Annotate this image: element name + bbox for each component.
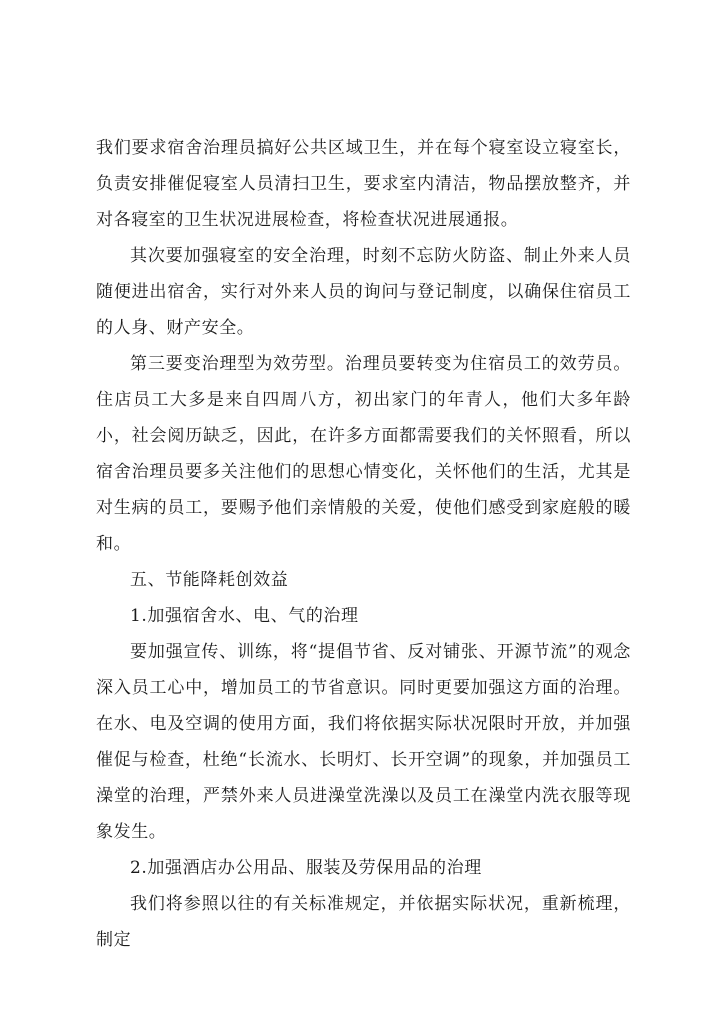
paragraph-utilities-management: 要加强宣传、训练，将“提倡节省、反对铺张、开源节流”的观念深入员工心中，增加员工的节省意识。同时更要加强这方面的治理。在水、电及空调的使用方面，我们将依据实际状况限时开放，并加强催促与检查，杜绝“长流水、长明灯、长开空调”的现象，并加强员工澡堂的治理，严禁外来人员进澡堂洗澡以及员工在澡堂内洗衣服等现象发生。 — [96, 642, 631, 842]
paragraph-dorm-safety: 其次要加强寝室的安全治理，时刻不忘防火防盗、制止外来人员随便进出宿舍，实行对外来人员的询问与登记制度，以确保住宿员工的人身、财产安全。 — [96, 246, 631, 338]
document-body — [96, 130, 631, 958]
paragraph-service-oriented: 第三要变治理型为效劳型。治理员要转变为住宿员工的效劳员。住店员工大多是来自四周八方，初出家门的年青人，他们大多年龄小，社会阅历缺乏，因此，在许多方面都需要我们的关怀照看，所以宿舍治理员要多关注他们的思想心情变化，关怀他们的生活，尤其是对生病的员工，要赐予他们亲情般的关爱，使他们感受到家庭般的暖和。 — [96, 354, 631, 554]
subsection-heading-supplies: 2.加强酒店办公用品、服装及劳保用品的治理 — [130, 858, 482, 878]
paragraph-supplies-management: 我们将参照以往的有关标准规定，并依据实际状况，重新梳理，制定 — [96, 894, 631, 950]
subsection-heading-utilities: 1.加强宿舍水、电、气的治理 — [130, 606, 359, 626]
section-heading-energy-saving: 五、节能降耗创效益 — [130, 570, 289, 590]
paragraph-dorm-hygiene: 我们要求宿舍治理员搞好公共区域卫生，并在每个寝室设立寝室长，负责安排催促寝室人员清扫卫生，要求室内清洁，物品摆放整齐，并对各寝室的卫生状况进展检查，将检查状况进展通报。 — [96, 138, 631, 230]
